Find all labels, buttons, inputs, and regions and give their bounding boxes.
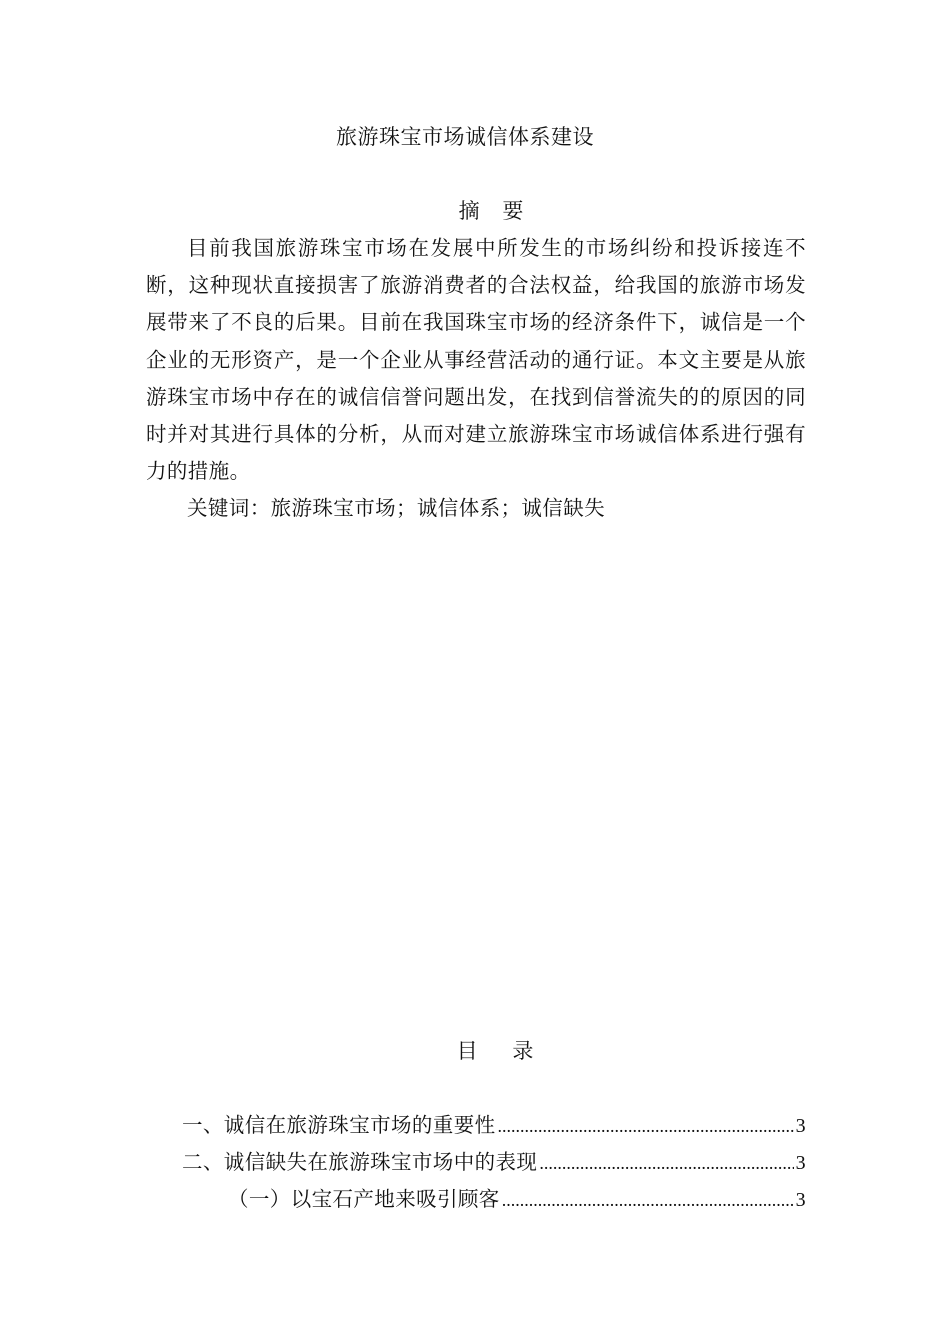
toc-page-number: 3 [795, 1115, 806, 1137]
abstract-heading: 摘 要 [458, 199, 532, 223]
toc-entry[interactable] [228, 1181, 806, 1218]
toc-entry[interactable] [182, 1144, 806, 1181]
toc-dot-leader [498, 1108, 794, 1145]
keywords-line: 关键词：旅游珠宝市场；诚信体系；诚信缺失 [187, 496, 605, 520]
toc-entry[interactable] [182, 1107, 806, 1144]
toc-dot-leader [539, 1145, 793, 1182]
table-of-contents [0, 1107, 950, 1218]
toc-entry-title: 二、诚信缺失在旅游珠宝市场中的表现 [182, 1150, 538, 1174]
abstract-paragraph: 目前我国旅游珠宝市场在发展中所发生的市场纠纷和投诉接连不断，这种现状直接损害了旅游消费者的合法权益，给我国的旅游市场发展带来了不良的后果。目前在我国珠宝市场的经济条件下，诚信是一个企业的无形资产，是一个企业从事经营活动的通行证。本文主要是从旅游珠宝市场中存在的诚信信誉问题出发，在找到信誉流失的的原因的同时并对其进行具体的分析，从而对建立旅游珠宝市场诚信体系进行强有力的措施。 [146, 236, 806, 484]
toc-entry-title: （一）以宝石产地来吸引顾客 [228, 1187, 500, 1211]
toc-page-number: 3 [795, 1189, 806, 1211]
toc-entry-title: 一、诚信在旅游珠宝市场的重要性 [182, 1113, 496, 1137]
toc-heading: 目 录 [456, 1039, 548, 1063]
document-title: 旅游珠宝市场诚信体系建设 [336, 125, 594, 149]
toc-dot-leader [502, 1182, 794, 1219]
toc-page-number: 3 [795, 1152, 806, 1174]
